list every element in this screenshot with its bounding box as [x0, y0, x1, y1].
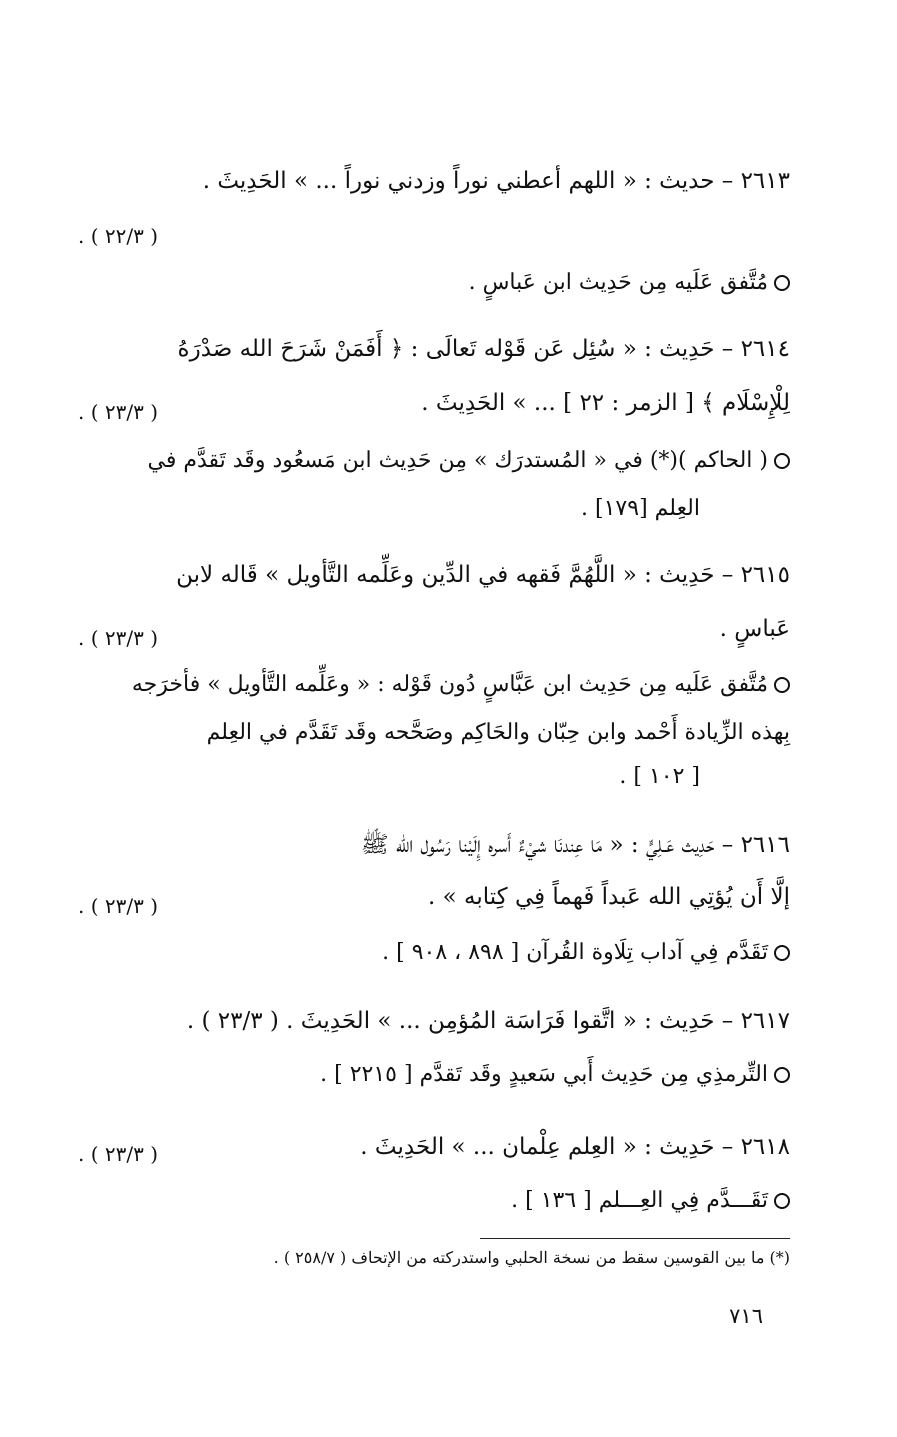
footnote: (*) ما بين القوسين سقط من نسخة الحلبي واستدركته من الإتحاف ( ٢٥٨/٧ ) .	[273, 1248, 790, 1267]
hadith-entry-2613	[78, 168, 790, 308]
takhrij-note: مُتَّفق عَلَيه مِن حَدِيث ابن عَباسٍ .	[469, 270, 790, 295]
hadith-text-continued: لِلْإِسْلَام ﴾ [ الزمر : ٢٢ ] ... » الحَدِيثَ .	[421, 390, 790, 416]
circle-bullet-icon	[774, 1067, 790, 1083]
volume-reference: ( ٢٢/٣ ) .	[78, 224, 159, 248]
takhrij-note: تَقَـــدَّم فِي العِـــلم [ ١٣٦ ] .	[511, 1188, 790, 1213]
page-number: ٧١٦	[729, 1304, 763, 1328]
hadith-entry-2617	[78, 1008, 790, 1108]
hadith-text: ٢٦١٨ – حَدِيث : « العِلم عِلْمان ... » الحَدِيثَ .	[360, 1134, 790, 1160]
takhrij-note-continued: العِلم [١٧٩] .	[581, 496, 700, 521]
hadith-entry-2618	[78, 1134, 790, 1234]
takhrij-note: ( الحاكم )(*) في « المُستدرَك » مِن حَدِيث ابن مَسعُود وقَد تَقدَّم في	[148, 448, 791, 473]
circle-bullet-icon	[774, 1193, 790, 1209]
hadith-text: ٢٦١٤ – حَدِيث : « سُئِل عَن قَوْله تَعالَى : ﴿ أَفَمَنْ شَرَحَ الله صَدْرَهُ	[177, 336, 790, 362]
hadith-text-continued: عَباسٍ .	[719, 616, 790, 642]
volume-reference: ( ٢٣/٣ ) .	[78, 1142, 159, 1166]
hadith-entry-2615	[78, 562, 790, 802]
takhrij-note-continued: بِهذه الزِّيادة أَحْمد وابن حِبّان والحَاكِم وصَحَّحه وقَد تَقَدَّم في العِلم	[206, 720, 790, 745]
takhrij-note: مُتَّفق عَلَيه مِن حَدِيث ابن عَبَّاسٍ دُون قَوْله : « وعَلِّمه التَّأويل » فأخرَجه	[132, 672, 790, 697]
takhrij-note: التِّرمذِي مِن حَدِيث أَبي سَعيدٍ وقَد تَقدَّم [ ٢٢١٥ ] .	[320, 1062, 790, 1087]
hadith-text: ٢٦١٦ – حَدِيث عَـلِيٍّ : « مَا عِندنَا شيْءٌ أَسره إِلَيْنا رَسُول الله ﷺ	[360, 832, 790, 858]
volume-reference: ( ٢٣/٣ ) .	[78, 400, 159, 424]
circle-bullet-icon	[774, 275, 790, 291]
footnote-separator	[480, 1238, 790, 1239]
hadith-entry-2616	[78, 830, 790, 980]
takhrij-note: تَقَدَّم فِي آداب تِلَاوة القُرآن [ ٨٩٨ ، ٩٠٨ ] .	[382, 940, 790, 965]
hadith-entry-2614	[78, 336, 790, 526]
hadith-text: ٢٦١٧ – حَدِيث : « اتَّقوا فَرَاسَة المُؤمِن ... » الحَدِيثَ . ( ٢٣/٣ ) .	[186, 1008, 790, 1034]
circle-bullet-icon	[774, 945, 790, 961]
hadith-text: ٢٦١٣ – حديث : « اللهم أعطني نوراً وزدني نوراً ... » الحَدِيثَ .	[202, 168, 790, 194]
circle-bullet-icon	[774, 677, 790, 693]
volume-reference: ( ٢٣/٣ ) .	[78, 894, 159, 918]
hadith-text-continued: إلَّا أَن يُؤتِي الله عَبداً فَهماً فِي كِتابه » .	[428, 884, 790, 910]
volume-reference: ( ٢٣/٣ ) .	[78, 626, 159, 650]
circle-bullet-icon	[774, 453, 790, 469]
takhrij-note-continued: [ ١٠٢ ] .	[619, 764, 700, 789]
hadith-text: ٢٦١٥ – حَدِيث : « اللَّهُمَّ فَقهه في الدِّين وعَلِّمه التَّأويل » قَاله لابن	[176, 562, 790, 588]
